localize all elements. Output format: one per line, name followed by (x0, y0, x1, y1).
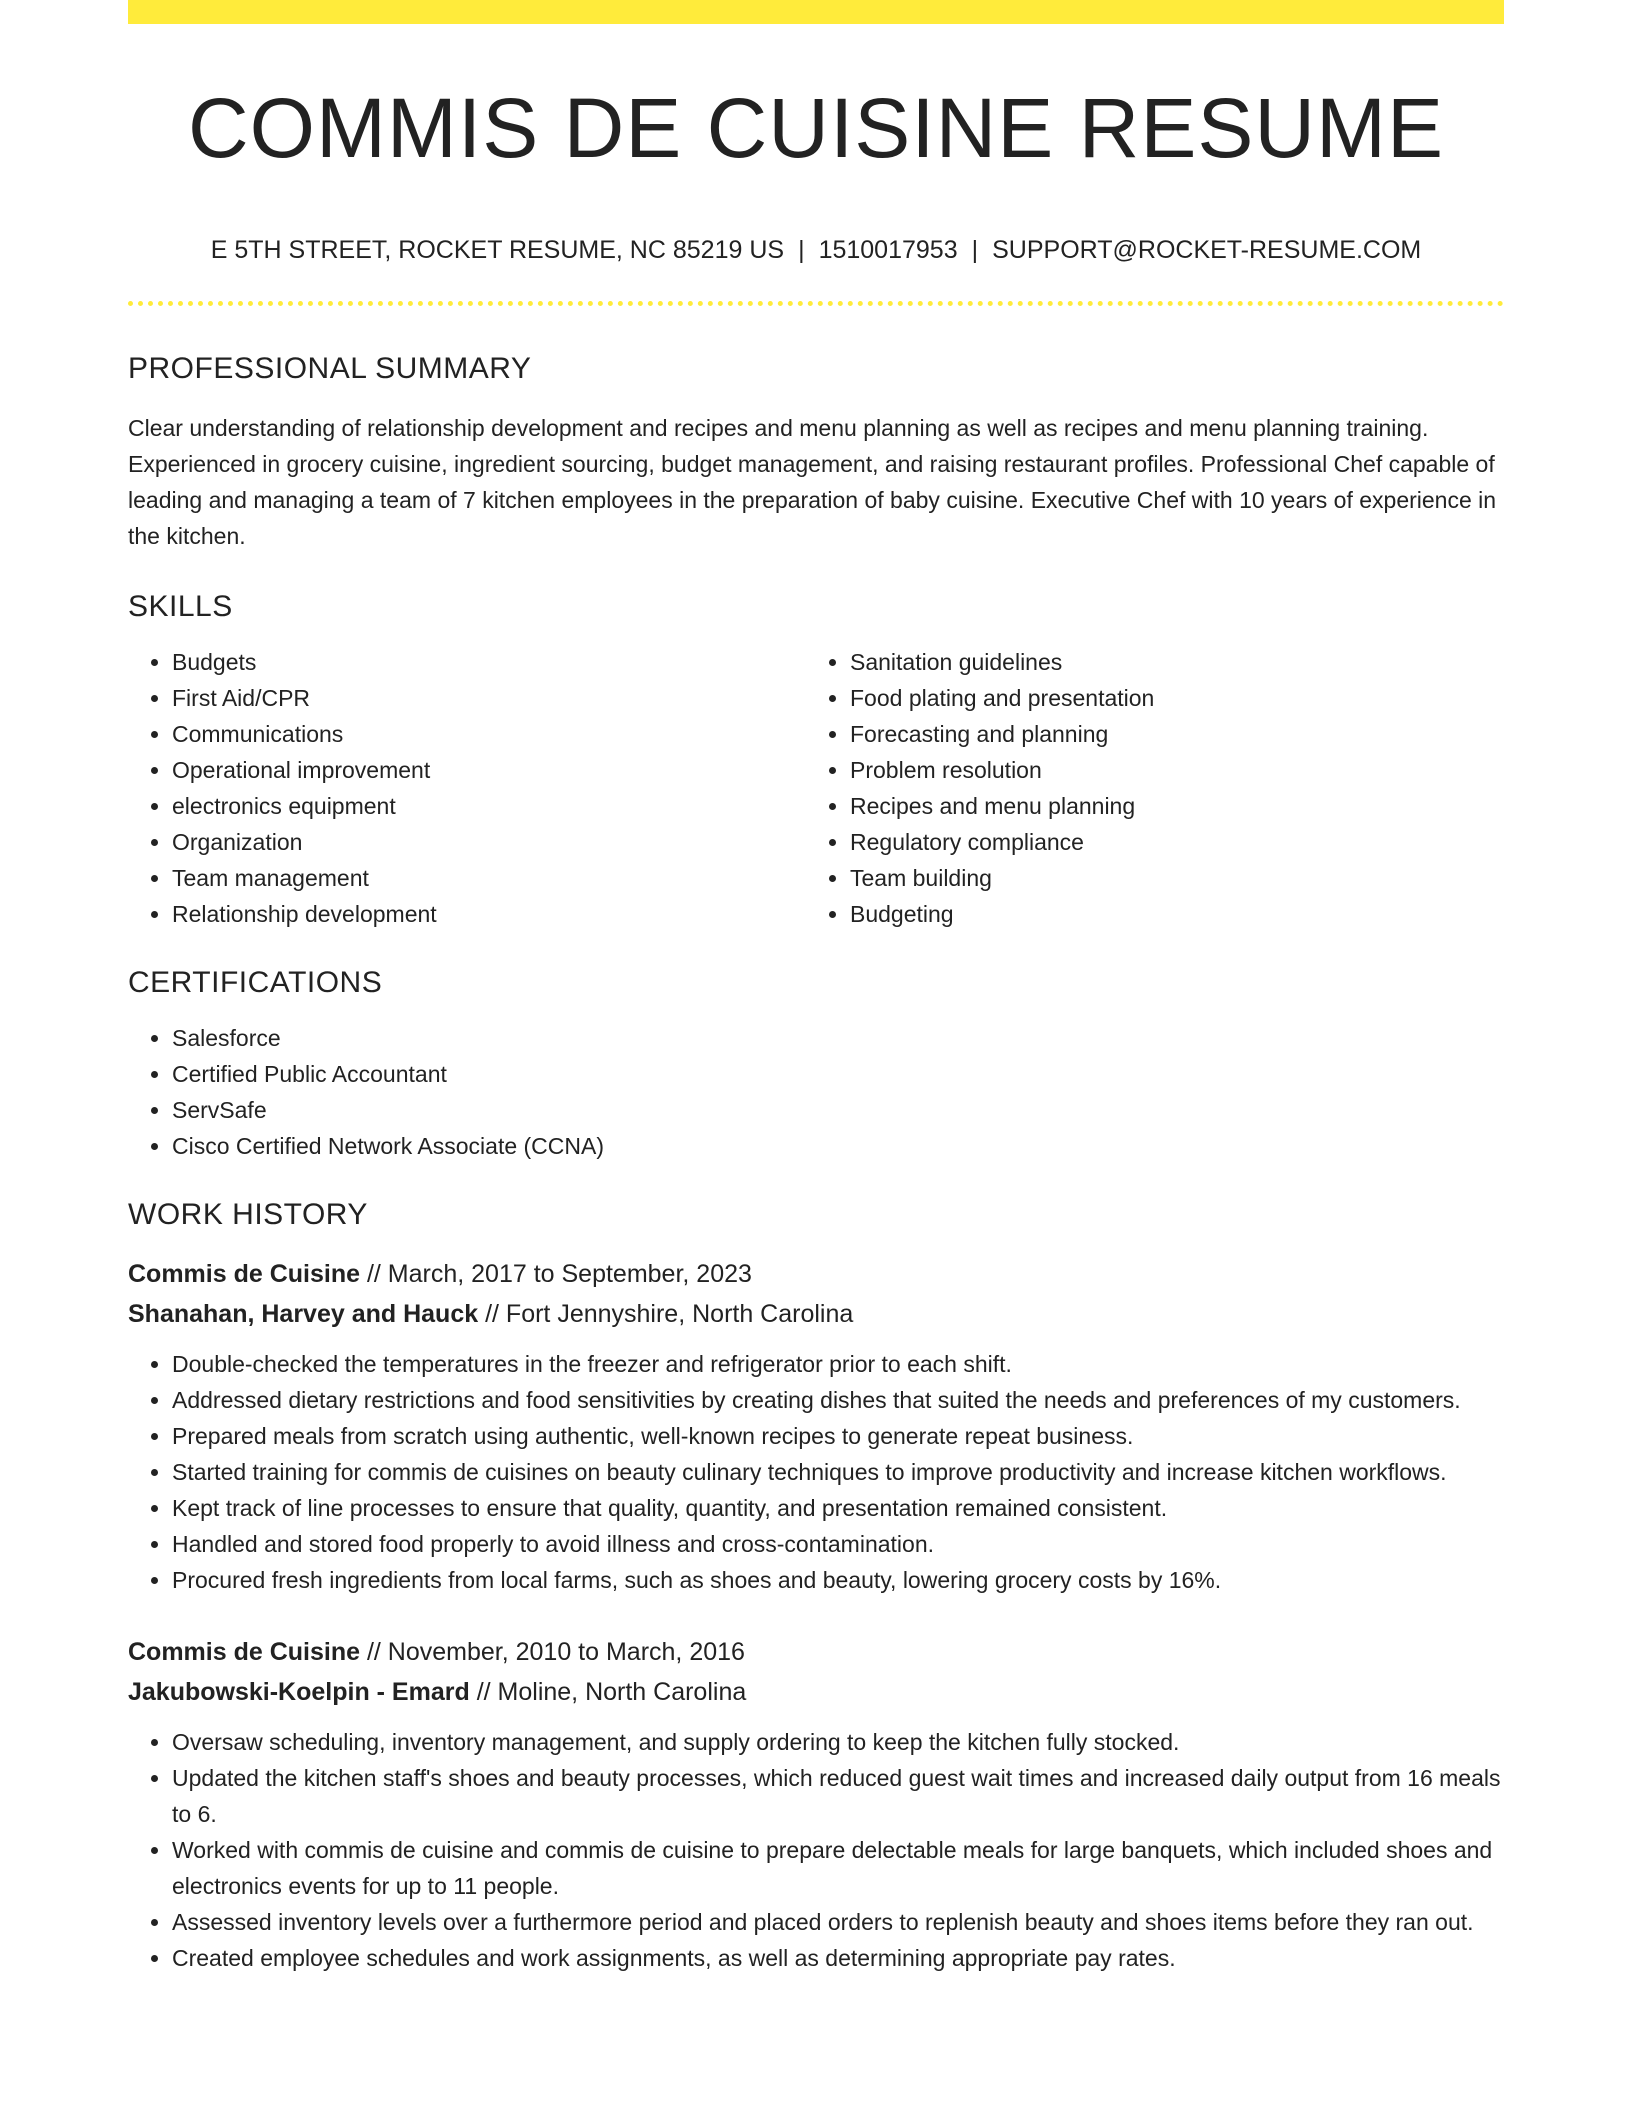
list-item: • Sanitation guidelines (850, 644, 1484, 680)
list-item: • Prepared meals from scratch using authentic, well-known recipes to generate repeat business. (172, 1418, 1504, 1454)
job-duties-list (128, 1724, 1504, 1976)
job-dates: // March, 2017 to September, 2023 (360, 1260, 752, 1288)
list-item: • Team building (850, 860, 1484, 896)
job-company-line (128, 1294, 1504, 1334)
list-item: • Addressed dietary restrictions and food sensitivities by creating dishes that suited the needs and preferences of my customers. (172, 1382, 1504, 1418)
contact-separator: | (798, 236, 805, 264)
job-entry (128, 1254, 1504, 1598)
list-item: • Budgets (172, 644, 806, 680)
list-item: • Created employee schedules and work assignments, as well as determining appropriate pay rates. (172, 1940, 1504, 1976)
list-item: • electronics equipment (172, 788, 806, 824)
list-item: • Started training for commis de cuisines on beauty culinary techniques to improve productivity and increase kitchen workflows. (172, 1454, 1504, 1490)
contact-phone: 1510017953 (818, 236, 958, 264)
list-item: • Relationship development (172, 896, 806, 932)
list-item: • Salesforce (172, 1020, 1504, 1056)
list-item: • Procured fresh ingredients from local farms, such as shoes and beauty, lowering grocery costs by 16%. (172, 1562, 1504, 1598)
job-dates: // November, 2010 to March, 2016 (360, 1638, 745, 1666)
contact-separator: | (971, 236, 979, 264)
job-title-line (128, 1254, 1504, 1294)
contact-email: SUPPORT@ROCKET-RESUME.COM (992, 236, 1422, 264)
summary-text: Clear understanding of relationship development and recipes and menu planning as well as recipes and menu planning training. Experienced in grocery cuisine, ingredient sourcing, budget management, and raising restaurant profiles. Professional Chef capable of leading and managing a team of 7 kitchen employees in the preparation of baby cuisine. Executive Chef with 10 years of experience in the kitchen. (128, 415, 1497, 549)
list-item: • Communications (172, 716, 806, 752)
list-item: • ServSafe (172, 1092, 1504, 1128)
summary-heading: PROFESSIONAL SUMMARY (128, 352, 532, 385)
certifications-list (128, 1020, 1504, 1164)
list-item: • Forecasting and planning (850, 716, 1484, 752)
list-item: • Updated the kitchen staff's shoes and beauty processes, which reduced guest wait times and increased daily output from 16 meals to 6. (172, 1760, 1504, 1832)
list-item: • Regulatory compliance (850, 824, 1484, 860)
job-location: // Moline, North Carolina (469, 1678, 747, 1706)
job-title: Commis de Cuisine (128, 1260, 360, 1288)
list-item: • Cisco Certified Network Associate (CCNA) (172, 1128, 1504, 1164)
skills-heading: SKILLS (128, 590, 233, 623)
job-entry (128, 1632, 1504, 1976)
resume-title: COMMIS DE CUISINE RESUME (187, 81, 1445, 175)
certifications-heading: CERTIFICATIONS (128, 966, 383, 999)
list-item: • Worked with commis de cuisine and commis de cuisine to prepare delectable meals for large banquets, which included shoes and electronics events for up to 11 people. (172, 1832, 1504, 1904)
skills-list-left (128, 644, 806, 932)
job-company: Jakubowski-Koelpin - Emard (128, 1678, 470, 1706)
job-title-line (128, 1632, 1504, 1672)
resume-page (128, 0, 1504, 1976)
contact-line (128, 238, 1504, 263)
list-item: • Oversaw scheduling, inventory management, and supply ordering to keep the kitchen fully stocked. (172, 1724, 1504, 1760)
list-item: • First Aid/CPR (172, 680, 806, 716)
job-title: Commis de Cuisine (128, 1638, 360, 1666)
list-item: • Recipes and menu planning (850, 788, 1484, 824)
list-item: • Assessed inventory levels over a furthermore period and placed orders to replenish beauty and shoes items before they ran out. (172, 1904, 1504, 1940)
job-company: Shanahan, Harvey and Hauck (128, 1300, 479, 1328)
work-history-heading: WORK HISTORY (128, 1198, 368, 1231)
list-item: • Problem resolution (850, 752, 1484, 788)
skills-column-left (128, 644, 806, 932)
list-item: • Organization (172, 824, 806, 860)
list-item: • Handled and stored food properly to avoid illness and cross-contamination. (172, 1526, 1504, 1562)
skills-grid (128, 644, 1504, 932)
skills-list-right (806, 644, 1484, 932)
skills-column-right (806, 644, 1484, 932)
top-accent-bar (128, 0, 1504, 24)
dotted-divider (128, 301, 1504, 306)
job-company-line (128, 1672, 1504, 1712)
contact-address: E 5TH STREET, ROCKET RESUME, NC 85219 US (210, 236, 785, 264)
list-item: • Food plating and presentation (850, 680, 1484, 716)
list-item: • Certified Public Accountant (172, 1056, 1504, 1092)
job-duties-list (128, 1346, 1504, 1598)
list-item: • Budgeting (850, 896, 1484, 932)
list-item: • Operational improvement (172, 752, 806, 788)
list-item: • Team management (172, 860, 806, 896)
list-item: • Kept track of line processes to ensure that quality, quantity, and presentation remained consistent. (172, 1490, 1504, 1526)
job-location: // Fort Jennyshire, North Carolina (478, 1300, 854, 1328)
list-item: • Double-checked the temperatures in the freezer and refrigerator prior to each shift. (172, 1346, 1504, 1382)
